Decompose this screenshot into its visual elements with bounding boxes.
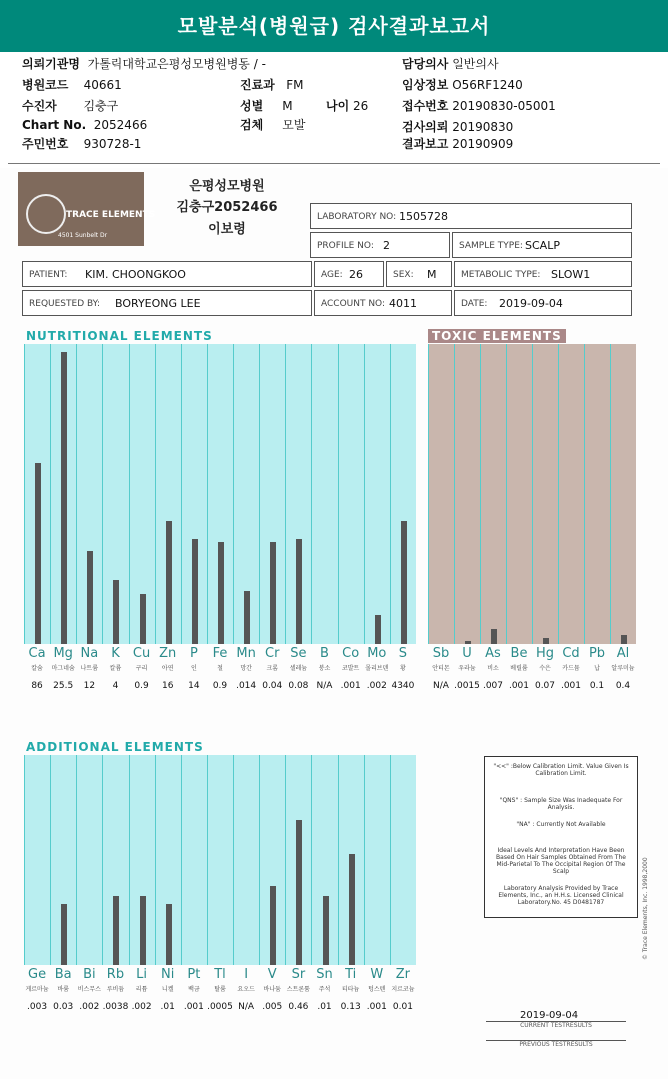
date-box bbox=[454, 290, 632, 316]
age-label: AGE: bbox=[321, 270, 343, 280]
divider bbox=[8, 163, 660, 164]
nutritional-symbol-co: Co bbox=[342, 646, 360, 661]
toxic-result-cd: .001 bbox=[560, 681, 582, 691]
sample-label: SAMPLE TYPE: bbox=[459, 241, 523, 251]
nutritional-korean-k: 칼륨 bbox=[109, 665, 122, 672]
nutritional-korean-mo: 몰리브덴 bbox=[365, 665, 389, 672]
toxic-column-u bbox=[454, 344, 480, 644]
nutritional-bar-p bbox=[192, 539, 198, 644]
info-chart-no: Chart No. 2052466 bbox=[22, 118, 148, 132]
additional-korean-sn: 주석 bbox=[318, 986, 331, 993]
additional-result-pt: .001 bbox=[183, 1002, 204, 1012]
toxic-bar-u bbox=[465, 641, 471, 644]
nutritional-column-mn bbox=[233, 344, 259, 644]
nutritional-symbol-cu: Cu bbox=[132, 646, 151, 661]
info-resident-no: 주민번호 930728-1 bbox=[22, 137, 142, 151]
toxic-result-sb: N/A bbox=[433, 681, 449, 691]
nutritional-column-cr bbox=[259, 344, 285, 644]
additional-symbol-ba: Ba bbox=[54, 967, 72, 982]
nutritional-result-b: N/A bbox=[316, 681, 333, 691]
additional-result-tl: .0005 bbox=[207, 1002, 233, 1012]
additional-korean-ge: 게르마늄 bbox=[25, 986, 49, 993]
toxic-korean-u: 우라늄 bbox=[458, 665, 476, 672]
additional-korean-sr: 스트론튬 bbox=[286, 986, 310, 993]
nutritional-symbol-fe: Fe bbox=[212, 646, 228, 661]
toxic-symbol-sb: Sb bbox=[432, 646, 450, 661]
requested-value: BORYEONG LEE bbox=[115, 297, 201, 310]
additional-result-i: N/A bbox=[238, 1002, 255, 1012]
additional-result-sn: .01 bbox=[317, 1002, 332, 1012]
additional-symbol-sn: Sn bbox=[316, 967, 333, 982]
nutritional-column-fe bbox=[207, 344, 233, 644]
additional-bar-rb bbox=[113, 896, 119, 965]
additional-korean-li: 리튬 bbox=[135, 986, 148, 993]
toxic-chart bbox=[428, 344, 636, 644]
toxic-korean-al: 알루미늄 bbox=[611, 665, 635, 672]
nutritional-korean-s: 황 bbox=[400, 665, 406, 672]
additional-symbol-v: V bbox=[267, 967, 277, 982]
additional-korean-tl: 탈륨 bbox=[214, 986, 226, 993]
nutritional-column-mg bbox=[50, 344, 76, 644]
nutritional-result-mo: .002 bbox=[366, 681, 387, 691]
additional-column-ni bbox=[155, 755, 181, 965]
additional-symbol-bi: Bi bbox=[83, 967, 96, 982]
nutritional-result-k: 4 bbox=[112, 681, 119, 691]
copyright: © Trace Elements, Inc. 1998,2000 bbox=[642, 857, 649, 960]
additional-symbol-i: I bbox=[244, 967, 249, 982]
additional-korean-w: 텅스텐 bbox=[368, 986, 386, 993]
nutritional-column-p bbox=[181, 344, 207, 644]
toxic-result-as: .007 bbox=[482, 681, 504, 691]
info-department: 진료과 FM bbox=[240, 78, 304, 92]
sex-label: SEX: bbox=[393, 270, 414, 280]
info-doctor: 담당의사 일반의사 bbox=[402, 57, 499, 71]
nutritional-column-b bbox=[311, 344, 337, 644]
nutritional-column-ca bbox=[24, 344, 50, 644]
info-age: 나이 26 bbox=[326, 99, 369, 113]
nutritional-symbol-cr: Cr bbox=[265, 646, 280, 661]
additional-result-rb: .0038 bbox=[102, 1002, 129, 1012]
legend-box bbox=[484, 756, 638, 918]
clinical-value: O56RF1240 bbox=[452, 78, 523, 92]
current-label: CURRENT TESTRESULTS bbox=[486, 1021, 626, 1029]
additional-bar-ti bbox=[349, 854, 355, 965]
nutritional-result-se: 0.08 bbox=[288, 681, 309, 691]
additional-column-bi bbox=[76, 755, 102, 965]
stamp-line-1: 은평성모병원 bbox=[189, 179, 265, 194]
info-clinical: 임상정보 O56RF1240 bbox=[402, 78, 523, 92]
toxic-korean-as: 비소 bbox=[487, 665, 499, 672]
toxic-result-pb: 0.1 bbox=[589, 681, 605, 691]
toxic-korean-sb: 안티몬 bbox=[432, 665, 450, 672]
toxic-column-sb bbox=[428, 344, 454, 644]
toxic-symbol-pb: Pb bbox=[588, 646, 606, 661]
profile-box bbox=[310, 232, 450, 258]
additional-bar-sn bbox=[323, 896, 329, 965]
additional-column-li bbox=[129, 755, 155, 965]
additional-column-ge bbox=[24, 755, 50, 965]
toxic-symbol-be: Be bbox=[510, 646, 528, 661]
additional-result-bi: .002 bbox=[79, 1002, 100, 1012]
previous-label: PREVIOUS TESTRESULTS bbox=[486, 1040, 626, 1048]
nutritional-korean-cr: 크롬 bbox=[266, 665, 279, 672]
patient-label: PATIENT: bbox=[29, 270, 68, 280]
toxic-column-cd bbox=[558, 344, 584, 644]
additional-symbol-ti: Ti bbox=[345, 967, 357, 982]
nutritional-column-se bbox=[285, 344, 311, 644]
additional-result-ni: .01 bbox=[160, 1002, 175, 1012]
nutritional-korean-ca: 칼슘 bbox=[31, 665, 43, 672]
additional-column-ti bbox=[338, 755, 364, 965]
lab-age-value: 26 bbox=[349, 268, 363, 281]
additional-column-i bbox=[233, 755, 259, 965]
additional-title: ADDITIONAL ELEMENTS bbox=[26, 740, 204, 754]
resident-no-value: 930728-1 bbox=[83, 137, 142, 151]
nutritional-symbol-p: P bbox=[189, 646, 198, 661]
additional-bar-li bbox=[140, 896, 146, 965]
additional-column-tl bbox=[207, 755, 233, 965]
lab-no-box bbox=[310, 203, 632, 229]
additional-korean-ba: 바륨 bbox=[57, 986, 69, 993]
nutritional-bar-cr bbox=[270, 542, 276, 644]
toxic-title: TOXIC ELEMENTS bbox=[428, 329, 566, 343]
nutritional-bar-se bbox=[296, 539, 302, 644]
additional-column-v bbox=[259, 755, 285, 965]
age-box bbox=[314, 261, 384, 287]
additional-column-w bbox=[364, 755, 390, 965]
legend-lab-info: Laboratory Analysis Provided by Trace Elements, Inc., an H.H.s. Licensed Clinical Laboratory.No. 45 D0481787 bbox=[498, 885, 624, 906]
sample-value: SCALP bbox=[525, 239, 560, 252]
toxic-korean-pb: 납 bbox=[594, 665, 600, 672]
toxic-bar-as bbox=[491, 629, 497, 644]
additional-symbol-ge: Ge bbox=[28, 967, 47, 982]
request-value: 20190830 bbox=[452, 120, 514, 134]
additional-korean-ni: 니켈 bbox=[161, 986, 174, 993]
department-value: FM bbox=[286, 78, 304, 92]
additional-column-sr bbox=[285, 755, 311, 965]
nutritional-korean-b: 붕소 bbox=[318, 665, 331, 672]
nutritional-result-zn: 16 bbox=[161, 681, 174, 691]
date-value: 2019-09-04 bbox=[499, 297, 563, 310]
report-date-value: 20190909 bbox=[452, 137, 514, 151]
additional-result-zr: 0.01 bbox=[392, 1002, 413, 1012]
nutritional-chart bbox=[24, 344, 416, 644]
lab-logo bbox=[18, 172, 156, 246]
additional-result-w: .001 bbox=[366, 1002, 387, 1012]
chart-no-value: 2052466 bbox=[93, 118, 148, 132]
date-label: DATE: bbox=[461, 299, 488, 309]
nutritional-symbol-mg: Mg bbox=[53, 646, 73, 661]
toxic-column-hg bbox=[532, 344, 558, 644]
nutritional-column-mo bbox=[364, 344, 390, 644]
logo-text: TRACE ELEMENTS bbox=[66, 210, 156, 220]
stamp-line-2: 김충구2052466 bbox=[176, 200, 278, 215]
nutritional-result-mn: .014 bbox=[236, 681, 257, 691]
nutritional-column-co bbox=[338, 344, 364, 644]
additional-column-sn bbox=[311, 755, 337, 965]
info-sex: 성별 M bbox=[240, 99, 293, 113]
info-specimen: 검체 모발 bbox=[240, 118, 306, 132]
toxic-korean-cd: 카드뮴 bbox=[562, 665, 580, 672]
additional-korean-ti: 티타늄 bbox=[341, 986, 360, 993]
info-receipt: 접수번호 20190830-05001 bbox=[402, 99, 556, 113]
receipt-value: 20190830-05001 bbox=[452, 99, 556, 113]
toxic-result-hg: 0.07 bbox=[534, 681, 556, 691]
nutritional-symbol-se: Se bbox=[290, 646, 307, 661]
requested-label: REQUESTED BY: bbox=[29, 299, 101, 309]
nutritional-korean-cu: 구리 bbox=[135, 665, 148, 672]
toxic-bar-al bbox=[621, 635, 627, 644]
additional-column-rb bbox=[102, 755, 128, 965]
page-title: 모발분석(병원급) 검사결과보고서 bbox=[0, 0, 668, 52]
nutritional-symbol-ca: Ca bbox=[28, 646, 46, 661]
toxic-bar-hg bbox=[543, 638, 549, 644]
lab-sex-value: M bbox=[427, 268, 437, 281]
lab-no-value: 1505728 bbox=[399, 210, 448, 223]
additional-symbol-ni: Ni bbox=[161, 967, 175, 982]
additional-column-zr bbox=[390, 755, 416, 965]
lab-no-label: LABORATORY NO: bbox=[317, 212, 397, 222]
profile-label: PROFILE NO: bbox=[317, 241, 374, 251]
doctor-value: 일반의사 bbox=[452, 57, 499, 71]
additional-korean-v: 바나듐 bbox=[263, 986, 281, 993]
nutritional-column-s bbox=[390, 344, 416, 644]
additional-bar-v bbox=[270, 886, 276, 965]
metabolic-value: SLOW1 bbox=[551, 268, 591, 281]
nutritional-korean-p: 인 bbox=[190, 665, 197, 672]
requested-box bbox=[22, 290, 312, 316]
nutritional-symbol-mo: Mo bbox=[367, 646, 387, 661]
nutritional-korean-mn: 망간 bbox=[240, 665, 252, 672]
additional-chart bbox=[24, 755, 416, 965]
toxic-symbol-as: As bbox=[485, 646, 501, 661]
legend-qns: "QNS" : Sample Size Was Inadequate For Analysis. bbox=[499, 797, 623, 811]
nutritional-symbol-k: K bbox=[111, 646, 120, 661]
info-report-date: 결과보고 20190909 bbox=[402, 137, 514, 151]
nutritional-bar-cu bbox=[140, 594, 146, 644]
additional-column-pt bbox=[181, 755, 207, 965]
additional-bar-sr bbox=[296, 820, 302, 965]
nutritional-bar-mg bbox=[61, 352, 67, 644]
nutritional-result-mg: 25.5 bbox=[53, 681, 74, 691]
nutritional-bar-k bbox=[113, 580, 119, 644]
additional-korean-bi: 비스무스 bbox=[77, 986, 101, 993]
nutritional-result-ca: 86 bbox=[31, 681, 43, 691]
patient-name-value: KIM. CHOONGKOO bbox=[85, 268, 186, 281]
nutritional-column-na bbox=[76, 344, 102, 644]
toxic-symbol-hg: Hg bbox=[535, 646, 555, 661]
nutritional-symbol-mn: Mn bbox=[236, 646, 256, 661]
additional-bar-ni bbox=[166, 904, 172, 965]
sex-value: M bbox=[282, 99, 293, 113]
institution-value: 가톨릭대학교은평성모병원병동 / - bbox=[87, 57, 266, 71]
nutritional-result-na: 12 bbox=[83, 681, 96, 691]
logo-address: 4501 Sunbelt Dr bbox=[58, 232, 108, 239]
globe-icon bbox=[26, 194, 66, 234]
additional-symbol-pt: Pt bbox=[187, 967, 201, 982]
additional-symbol-li: Li bbox=[136, 967, 148, 982]
nutritional-bar-s bbox=[401, 521, 407, 644]
nutritional-korean-co: 코발트 bbox=[341, 665, 360, 672]
toxic-korean-be: 베릴륨 bbox=[510, 665, 528, 672]
nutritional-result-co: .001 bbox=[340, 681, 361, 691]
nutritional-result-cu: 0.9 bbox=[134, 681, 149, 691]
nutritional-korean-zn: 아연 bbox=[161, 665, 174, 672]
nutritional-result-fe: 0.9 bbox=[212, 681, 228, 691]
account-value: 4011 bbox=[389, 297, 417, 310]
additional-result-ge: .003 bbox=[27, 1002, 48, 1012]
patient-box bbox=[22, 261, 312, 287]
additional-symbol-w: W bbox=[370, 967, 384, 982]
additional-result-ti: 0.13 bbox=[340, 1002, 361, 1012]
account-label: ACCOUNT NO: bbox=[321, 299, 386, 309]
nutritional-korean-mg: 마그네슘 bbox=[51, 665, 75, 672]
metabolic-box bbox=[454, 261, 632, 287]
toxic-column-pb bbox=[584, 344, 610, 644]
nutritional-bar-mo bbox=[375, 615, 381, 644]
additional-symbol-sr: Sr bbox=[291, 967, 306, 982]
additional-result-sr: 0.46 bbox=[288, 1002, 309, 1012]
toxic-result-be: .001 bbox=[508, 681, 530, 691]
toxic-column-be bbox=[506, 344, 532, 644]
nutritional-symbol-b: B bbox=[320, 646, 329, 661]
nutritional-bar-ca bbox=[35, 463, 41, 644]
nutritional-korean-fe: 철 bbox=[217, 665, 223, 672]
info-patient: 수진자 김충구 bbox=[22, 99, 119, 113]
toxic-symbol-cd: Cd bbox=[562, 646, 580, 661]
nutritional-bar-fe bbox=[218, 542, 224, 644]
additional-korean-rb: 루비듐 bbox=[106, 986, 125, 993]
nutritional-column-zn bbox=[155, 344, 181, 644]
additional-symbol-tl: Tl bbox=[214, 967, 226, 982]
info-hospital-code: 병원코드 40661 bbox=[22, 78, 122, 92]
sex-box bbox=[386, 261, 452, 287]
nutritional-result-s: 4340 bbox=[391, 681, 415, 691]
nutritional-column-k bbox=[102, 344, 128, 644]
toxic-symbol-al: Al bbox=[616, 646, 630, 661]
additional-result-v: .005 bbox=[262, 1002, 283, 1012]
patient-value: 김충구 bbox=[83, 99, 119, 113]
toxic-column-al bbox=[610, 344, 636, 644]
metabolic-label: METABOLIC TYPE: bbox=[461, 270, 541, 280]
additional-korean-i: 요오드 bbox=[237, 986, 255, 993]
nutritional-symbol-s: S bbox=[398, 646, 408, 661]
nutritional-korean-se: 셀레늄 bbox=[289, 665, 308, 672]
toxic-result-al: 0.4 bbox=[615, 681, 631, 691]
nutritional-result-p: 14 bbox=[188, 681, 200, 691]
toxic-result-u: .0015 bbox=[454, 681, 480, 691]
stamp-line-3: 이보령 bbox=[208, 222, 246, 237]
additional-symbol-zr: Zr bbox=[395, 967, 411, 982]
nutritional-symbol-na: Na bbox=[80, 646, 99, 661]
additional-symbol-rb: Rb bbox=[106, 967, 125, 982]
specimen-value: 모발 bbox=[282, 118, 306, 132]
nutritional-result-cr: 0.04 bbox=[262, 681, 283, 691]
info-request: 검사의뢰 20190830 bbox=[402, 120, 514, 134]
age-value: 26 bbox=[353, 99, 369, 113]
info-institution: 의뢰기관명 가톨릭대학교은평성모병원병동 / - bbox=[22, 57, 266, 71]
sample-box bbox=[452, 232, 632, 258]
account-box bbox=[314, 290, 452, 316]
nutritional-bar-zn bbox=[166, 521, 172, 644]
legend-ideal-levels: Ideal Levels And Interpretation Have Been Based On Hair Samples Obtained From The Mid-Parietal To The Occipital Region Of The Scalp bbox=[496, 847, 626, 875]
additional-result-li: .002 bbox=[131, 1002, 152, 1012]
toxic-column-as bbox=[480, 344, 506, 644]
legend-na: "NA" : Currently Not Available bbox=[516, 821, 606, 828]
current-date: 2019-09-04 bbox=[520, 1010, 579, 1021]
additional-result-ba: 0.03 bbox=[53, 1002, 74, 1012]
toxic-korean-hg: 수은 bbox=[539, 665, 551, 672]
additional-column-ba bbox=[50, 755, 76, 965]
nutritional-column-cu bbox=[129, 344, 155, 644]
additional-korean-pt: 백금 bbox=[188, 986, 200, 993]
additional-bar-ba bbox=[61, 904, 67, 965]
nutritional-bar-mn bbox=[244, 591, 250, 644]
nutritional-bar-na bbox=[87, 551, 93, 644]
nutritional-symbol-zn: Zn bbox=[159, 646, 177, 661]
nutritional-korean-na: 나트륨 bbox=[80, 665, 99, 672]
profile-value: 2 bbox=[383, 239, 390, 252]
toxic-symbol-u: U bbox=[462, 646, 472, 661]
hospital-code-value: 40661 bbox=[83, 78, 122, 92]
legend-calibration: "<<" :Below Calibration Limit. Value Given Is Calibration Limit. bbox=[493, 763, 629, 777]
nutritional-title: NUTRITIONAL ELEMENTS bbox=[26, 329, 213, 343]
additional-korean-zr: 지르코늄 bbox=[391, 986, 415, 993]
